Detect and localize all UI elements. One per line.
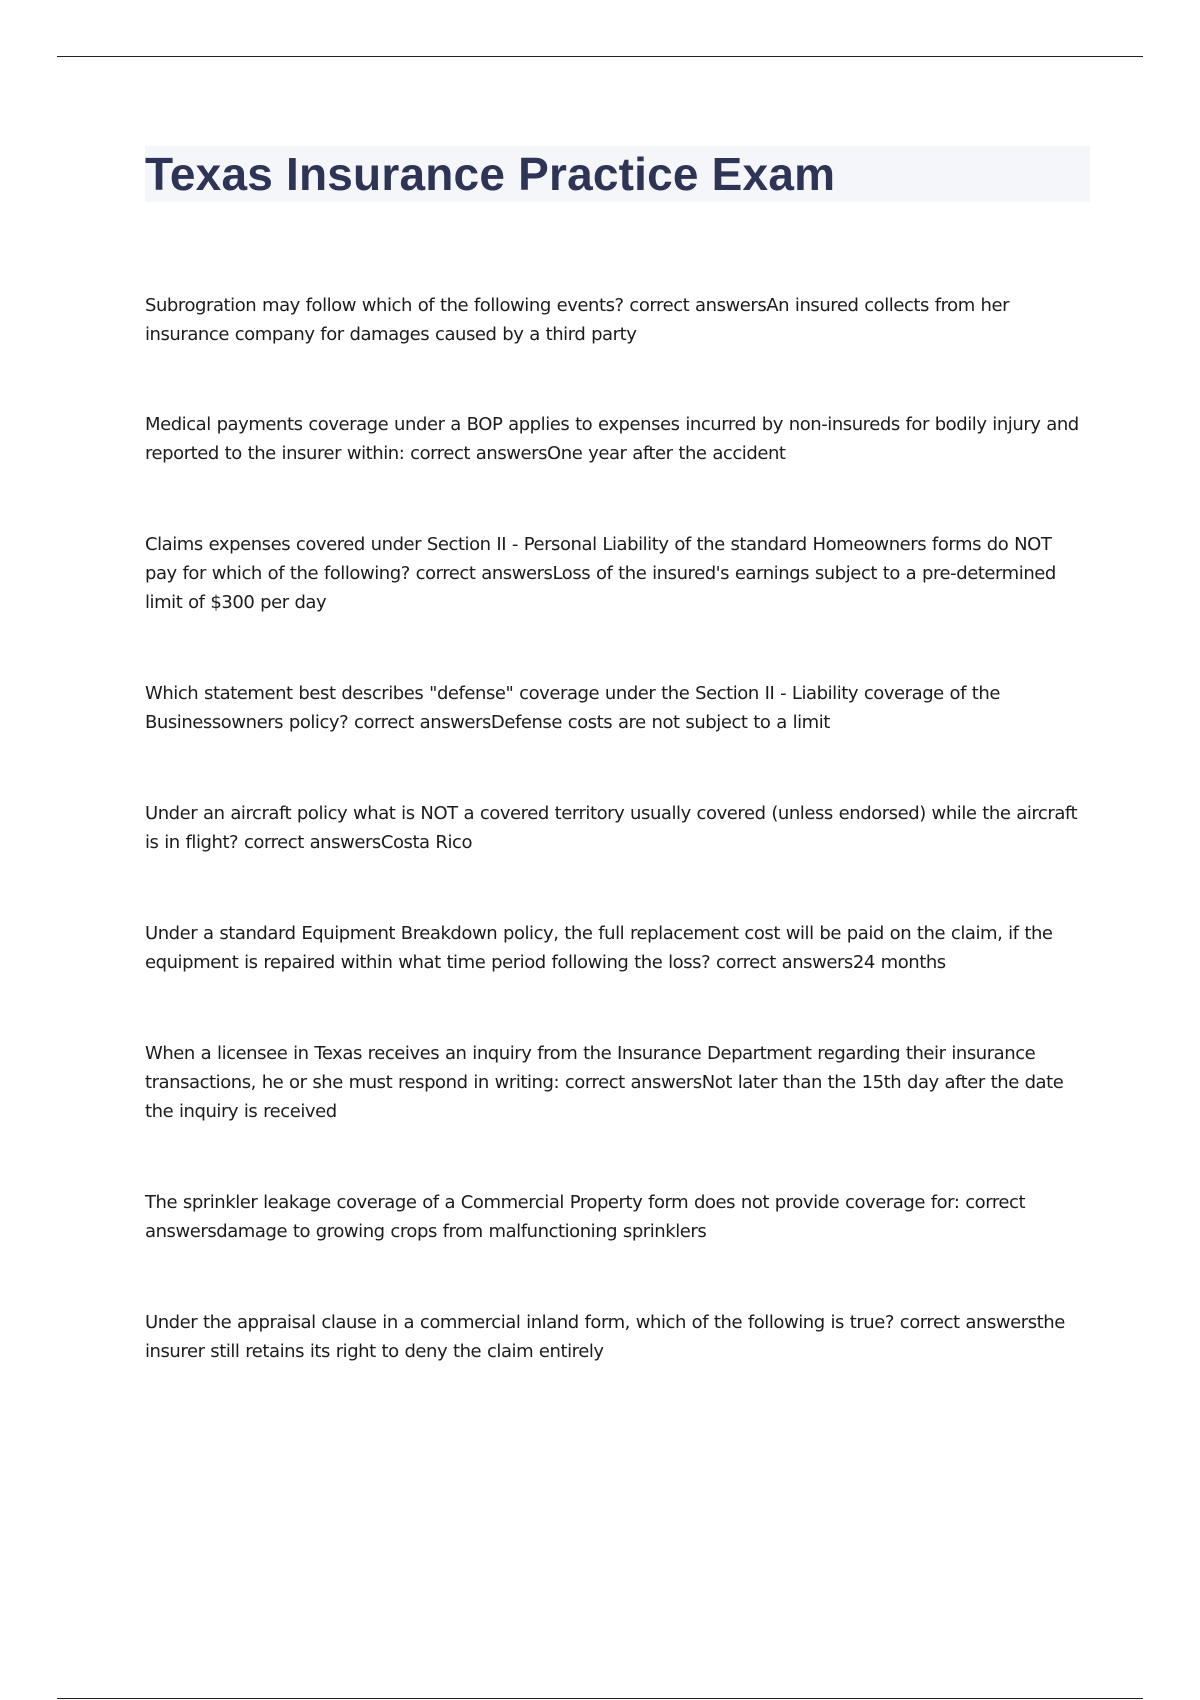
answer-text: Costa Rico bbox=[380, 832, 473, 853]
answer-separator: correct answers bbox=[348, 712, 491, 733]
bottom-rule bbox=[57, 1698, 1143, 1699]
question-text: Which statement best describes "defense" coverage under the Section II - Liability coverage of the Businessowners policy? bbox=[145, 683, 1000, 733]
question-text: The sprinkler leakage coverage of a Commercial Property form does not provide coverage for: bbox=[145, 1192, 960, 1213]
question-text: Medical payments coverage under a BOP applies to expenses incurred by non-insureds for bodily injury and reported to the insurer within: bbox=[145, 414, 1079, 464]
answer-text: the insurer still retains its right to deny the claim entirely bbox=[145, 1312, 1065, 1362]
qa-item-4 bbox=[145, 679, 1085, 737]
question-text: Claims expenses covered under Section II - Personal Liability of the standard Homeowners forms do NOT pay for which of the following? bbox=[145, 534, 1052, 584]
qa-item-1 bbox=[145, 291, 1085, 349]
qa-item-3 bbox=[145, 530, 1085, 617]
answer-separator: correct answers bbox=[559, 1072, 702, 1093]
answer-text: One year after the accident bbox=[547, 443, 786, 464]
question-text: Under a standard Equipment Breakdown policy, the full replacement cost will be paid on the claim, if the equipment is repaired within what time period following the loss? bbox=[145, 923, 1053, 973]
question-text: When a licensee in Texas receives an inquiry from the Insurance Department regarding their insurance transactions, he or she must respond in writing: bbox=[145, 1043, 1036, 1093]
qa-item-5 bbox=[145, 799, 1085, 857]
answer-text: Defense costs are not subject to a limit bbox=[490, 712, 830, 733]
qa-item-8 bbox=[145, 1188, 1085, 1246]
answer-separator: correct answers bbox=[409, 563, 553, 584]
page-title: Texas Insurance Practice Exam bbox=[145, 148, 836, 200]
answer-separator: correct answers bbox=[623, 295, 767, 316]
answer-separator: correct answers bbox=[145, 1192, 1026, 1242]
qa-item-7 bbox=[145, 1039, 1085, 1126]
answer-separator: correct answers bbox=[404, 443, 548, 464]
answer-separator: correct answers bbox=[238, 832, 381, 853]
qa-item-2 bbox=[145, 410, 1085, 468]
answer-text: damage to growing crops from malfunctioning sprinklers bbox=[216, 1221, 707, 1242]
answer-text: An insured collects from her insurance company for damages caused by a third party bbox=[145, 295, 1010, 345]
answer-text: Not later than the 15th day after the date the inquiry is received bbox=[145, 1072, 1064, 1122]
top-rule bbox=[57, 56, 1143, 57]
answer-text: 24 months bbox=[852, 952, 946, 973]
question-text: Subrogration may follow which of the following events? bbox=[145, 295, 624, 316]
answer-separator: correct answers bbox=[710, 952, 853, 973]
answer-separator: correct answers bbox=[894, 1312, 1037, 1333]
question-text: Under the appraisal clause in a commercial inland form, which of the following is true? bbox=[145, 1312, 894, 1333]
qa-item-9 bbox=[145, 1308, 1085, 1366]
question-text: Under an aircraft policy what is NOT a covered territory usually covered (unless endorsed) while the aircraft is in flight? bbox=[145, 803, 1078, 853]
qa-item-6 bbox=[145, 919, 1085, 977]
answer-text: Loss of the insured's earnings subject to a pre-determined limit of $300 per day bbox=[145, 563, 1056, 613]
